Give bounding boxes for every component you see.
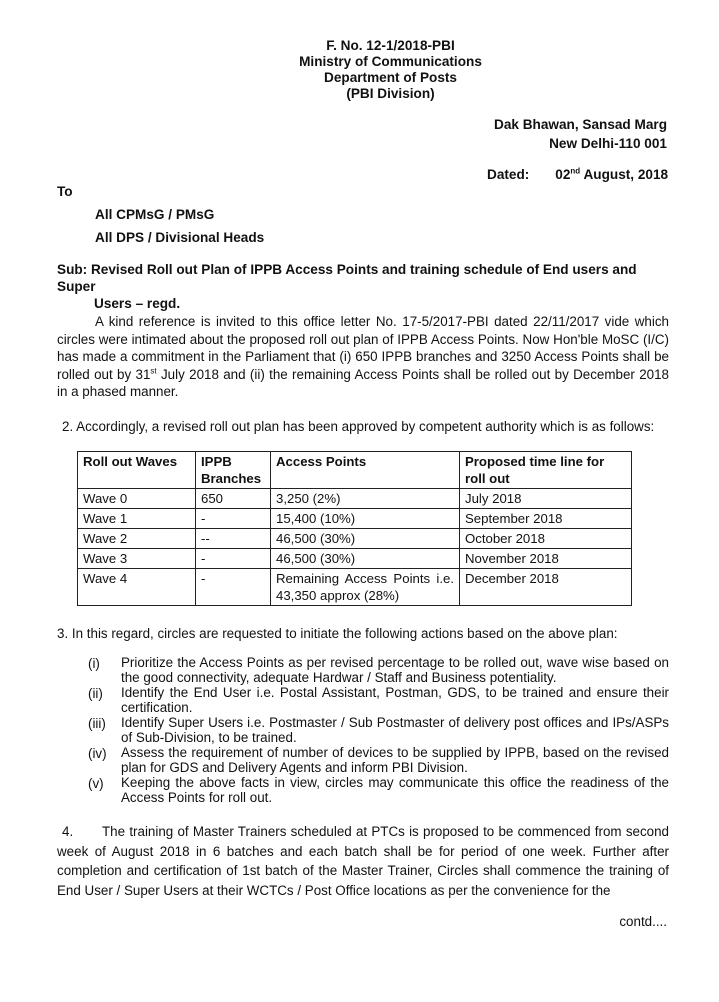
- list-item-text: Identify the End User i.e. Postal Assistant, Postman, GDS, to be trained and ensure their certification.: [121, 685, 669, 715]
- paragraph-1-text-a: A kind reference is invited to this office letter No. 17-5/2017-PBI dated 22/11/2017 vide which circles were intimated about the proposed roll out plan of IPPB Access Points. Now Hon'ble MoSC (I/C) has made a commitment in the Parliament that (i) 650 IPPB branches and 3250 Access Points shall be rolled out by 31: [57, 314, 669, 382]
- list-item-text: Identify Super Users i.e. Postmaster / Sub Postmaster of delivery post offices and IPs/ASPs of Sub-Division, to be trained.: [121, 715, 669, 745]
- table-row: [78, 569, 632, 606]
- division-name: (PBI Division): [346, 86, 435, 101]
- list-item-number: (v): [88, 776, 104, 791]
- table-cell: -: [196, 509, 271, 529]
- table-header-cell: IPPB Branches: [196, 452, 271, 489]
- list-item-text: Assess the requirement of number of devices to be supplied by IPPB, based on the revised plan for GDS and Delivery Agents and inform PBI Division.: [121, 745, 669, 775]
- sender-address: [494, 115, 667, 153]
- recipient-1: All CPMsG / PMsG: [95, 207, 215, 222]
- paragraph-2: 2. Accordingly, a revised roll out plan has been approved by competent authority which is as follows:: [62, 419, 655, 434]
- list-item-number: (iii): [88, 716, 106, 731]
- address-line-1: Dak Bhawan, Sansad Marg: [494, 117, 667, 132]
- date-day-suffix: nd: [570, 166, 581, 176]
- table-row: [78, 549, 632, 569]
- table-cell: 3,250 (2%): [271, 489, 460, 509]
- table-cell: Wave 3: [78, 549, 196, 569]
- table-cell: Wave 1: [78, 509, 196, 529]
- table-cell: October 2018: [460, 529, 632, 549]
- table-cell: 15,400 (10%): [271, 509, 460, 529]
- date-line: [487, 166, 668, 183]
- table-cell: -: [196, 569, 271, 606]
- table-cell: December 2018: [460, 569, 632, 606]
- table-cell: November 2018: [460, 549, 632, 569]
- subject-line-2: Users – regd.: [94, 296, 181, 311]
- table-cell: July 2018: [460, 489, 632, 509]
- list-item-number: (i): [88, 656, 100, 671]
- continued-note: contd....: [619, 914, 667, 929]
- paragraph-1-text-b: July 2018 and (ii) the remaining Access Points shall be rolled out by December 2018 in a phased manner.: [57, 366, 669, 399]
- table-header-cell: Access Points: [271, 452, 460, 489]
- paragraph-1: [57, 313, 669, 401]
- paragraph-1-sup: st: [150, 366, 157, 376]
- table-cell: --: [196, 529, 271, 549]
- letter-header: [0, 38, 719, 102]
- action-list: [88, 655, 669, 805]
- table-header-cell: Roll out Waves: [78, 452, 196, 489]
- list-item-text: Keeping the above facts in view, circles may communicate this office the readiness of the Access Points for roll out.: [121, 775, 669, 805]
- table-cell: -: [196, 549, 271, 569]
- subject-line: [57, 261, 672, 312]
- paragraph-4-text: The training of Master Trainers scheduled at PTCs is proposed to be commenced from second week of August 2018 in 6 batches and each batch shall be for period of one week. Further after completion and certification of 1st batch of the Master Trainer, Circles shall commence the training of End User / Super Users at their WCTCs / Post Office locations as per the convenience for the: [57, 824, 669, 898]
- list-item: [88, 685, 669, 715]
- table-header-cell: Proposed time line for roll out: [460, 452, 632, 489]
- list-item-number: (ii): [88, 686, 103, 701]
- table-row: [78, 509, 632, 529]
- table-cell: 650: [196, 489, 271, 509]
- list-item-text: Prioritize the Access Points as per revised percentage to be rolled out, wave wise based on the good connectivity, adequate Hardwar / Staff and Business potentiality.: [121, 655, 669, 685]
- subject-line-1: Sub: Revised Roll out Plan of IPPB Access Points and training schedule of End users and Super: [57, 262, 637, 294]
- ministry-name: Ministry of Communications: [299, 54, 482, 69]
- list-item: [88, 655, 669, 685]
- rollout-plan-table: [77, 451, 632, 606]
- recipient-2: All DPS / Divisional Heads: [95, 230, 265, 245]
- dated-label: Dated:: [487, 167, 530, 182]
- table-header-row: [78, 452, 632, 489]
- paragraph-4-number: 4.: [62, 824, 74, 839]
- table-cell: Wave 0: [78, 489, 196, 509]
- list-item: [88, 775, 669, 805]
- file-number: F. No. 12-1/2018-PBI: [326, 38, 455, 53]
- table-cell: Wave 2: [78, 529, 196, 549]
- to-label: To: [57, 184, 73, 199]
- department-name: Department of Posts: [324, 70, 457, 85]
- list-item-number: (iv): [88, 746, 107, 761]
- table-row: [78, 489, 632, 509]
- date-month-year: August, 2018: [580, 167, 669, 182]
- date-value: [555, 167, 668, 182]
- list-item: [88, 715, 669, 745]
- address-line-2: New Delhi-110 001: [549, 136, 667, 151]
- paragraph-3: 3. In this regard, circles are requested to initiate the following actions based on the above plan:: [57, 626, 618, 641]
- paragraph-4: [57, 822, 669, 900]
- table-cell: Remaining Access Points i.e. 43,350 approx (28%): [271, 569, 460, 606]
- table-cell: September 2018: [460, 509, 632, 529]
- table-row: [78, 529, 632, 549]
- table-cell: Wave 4: [78, 569, 196, 606]
- table-cell: 46,500 (30%): [271, 529, 460, 549]
- list-item: [88, 745, 669, 775]
- date-day: 02: [555, 167, 571, 182]
- table-cell: 46,500 (30%): [271, 549, 460, 569]
